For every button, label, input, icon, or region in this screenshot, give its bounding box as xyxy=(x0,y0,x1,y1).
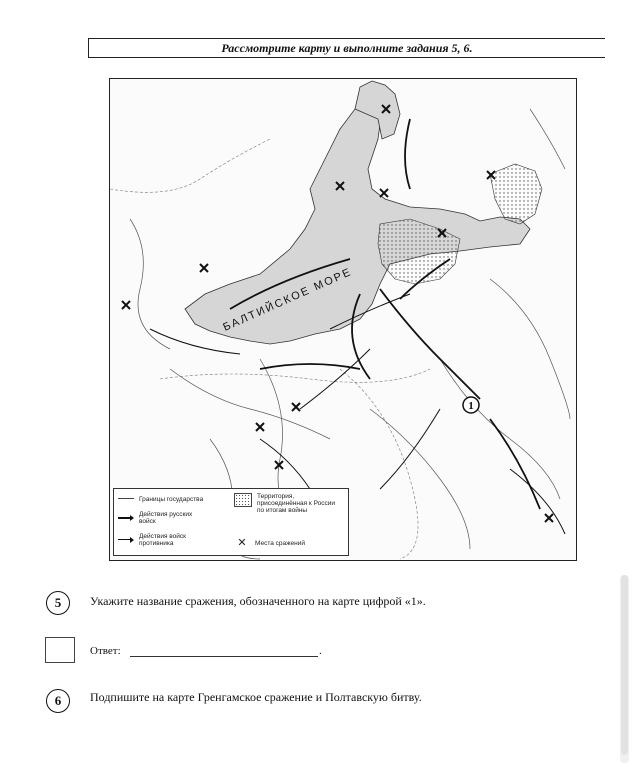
river-6 xyxy=(490,279,570,419)
legend-battles: ✕ Места сражений xyxy=(234,539,344,547)
enemy-arrow-6 xyxy=(260,439,310,489)
russian-arrow-6 xyxy=(260,364,360,369)
russian-arrow-symbol xyxy=(118,514,134,522)
legend-borders: Границы государства xyxy=(118,495,230,503)
question-6-badge: 6 xyxy=(46,689,70,713)
answer-label: Ответ: xyxy=(90,645,121,657)
task-header xyxy=(88,38,605,58)
border-1 xyxy=(110,139,270,192)
baltic-sea xyxy=(185,97,530,344)
russian-arrow-2 xyxy=(380,289,480,399)
border-3 xyxy=(340,369,418,559)
river-8 xyxy=(530,109,565,169)
river-4 xyxy=(370,409,470,549)
question-5-text: Укажите название сражения, обозначенного на карте цифрой «1». xyxy=(90,594,426,608)
question-6-text: Подпишите на карте Гренгамское сражение и Полтавскую битву. xyxy=(90,690,422,704)
sea-label: БАЛТИЙСКОЕ МОРЕ xyxy=(221,265,355,334)
answer-box[interactable] xyxy=(45,637,75,663)
task-header-text: Рассмотрите карту и выполните задания 5, 6. xyxy=(221,40,473,55)
legend-russian-actions: Действия русских войск xyxy=(118,511,230,525)
answer-input-line[interactable] xyxy=(130,656,318,657)
enemy-arrow-4 xyxy=(380,409,440,489)
river-3 xyxy=(440,359,560,499)
border-2 xyxy=(160,369,430,382)
battle-cross-icon: ✕ xyxy=(237,537,247,549)
battle-marker-label: 1 xyxy=(468,400,474,412)
border-line-symbol xyxy=(118,495,134,503)
russian-arrow-5 xyxy=(490,419,540,509)
scrollbar-thumb[interactable] xyxy=(621,575,628,755)
annexed-territory-north xyxy=(490,164,542,224)
legend-annexed: Территория, присоединённая к России по итогам войны xyxy=(234,493,344,514)
russian-arrow-7 xyxy=(405,119,410,189)
annexed-symbol xyxy=(234,493,252,507)
map-legend xyxy=(113,488,349,556)
legend-enemy-actions: Действия войск противника xyxy=(118,533,230,547)
answer-end: . xyxy=(319,645,322,657)
enemy-arrow-symbol xyxy=(118,536,134,544)
question-5-badge: 5 xyxy=(46,591,70,615)
